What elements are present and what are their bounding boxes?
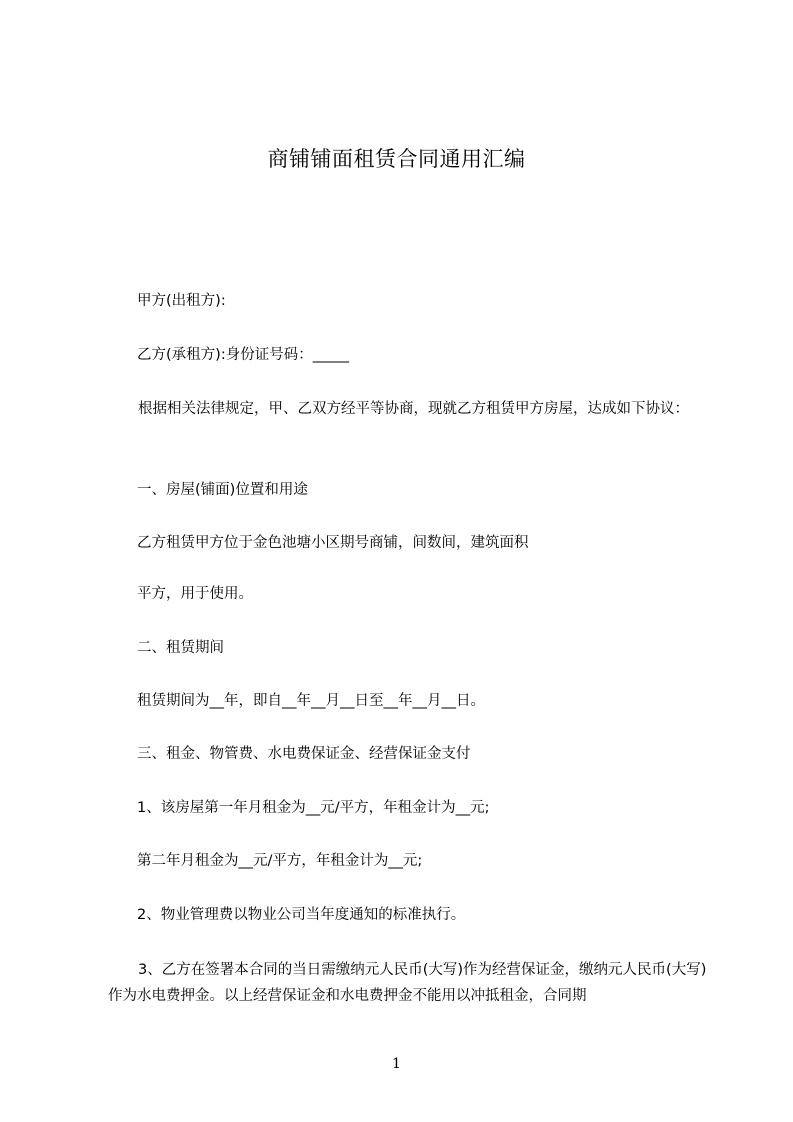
section1-line2: 平方，用于使用。 [137,586,253,602]
page-number: 1 [392,1056,401,1072]
section3-item3-paragraph: 3、乙方在签署本合同的当日需缴纳元人民币(大写)作为经营保证金，缴纳元人民币(大写)作为水电费押金。以上经营保证金和水电费押金不能用以冲抵租金，合同期 [108,962,707,1004]
section3-item2: 2、物业管理费以物业公司当年度通知的标准执行。 [137,907,466,923]
section3-item1b: 第二年月租金为__元/平方，年租金计为__元; [137,853,423,869]
section2-line1: 租赁期间为__年，即自__年__月__日至__年__月__日。 [137,693,485,709]
section2-heading: 二、租赁期间 [137,640,224,656]
party-a-line: 甲方(出租方): [137,293,226,309]
document-title: 商铺铺面租赁合同通用汇编 [267,147,526,171]
section1-line1: 乙方租赁甲方位于金色池塘小区期号商铺，间数间，建筑面积 [137,535,529,551]
section3-heading: 三、租金、物管费、水电费保证金、经营保证金支付 [137,746,471,762]
section3-item1: 1、该房屋第一年月租金为__元/平方，年租金计为__元; [137,800,490,816]
party-b-line: 乙方(承租方):身份证号码：_____ [137,347,349,363]
section1-heading: 一、房屋(铺面)位置和用途 [137,482,308,498]
preamble-paragraph: 根据相关法律规定，甲、乙双方经平等协商，现就乙方租赁甲方房屋，达成如下协议： [138,401,689,417]
